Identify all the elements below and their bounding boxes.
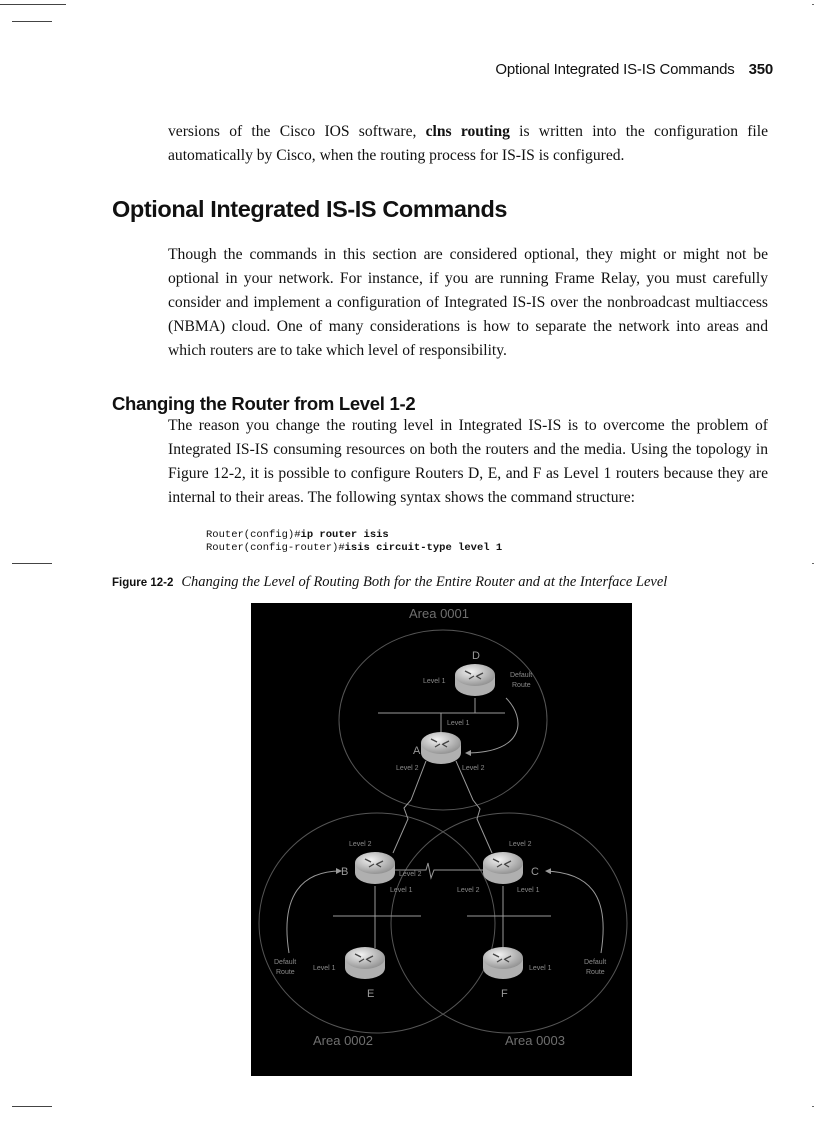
router-icon: [455, 664, 495, 696]
level-label: Level 2: [349, 841, 372, 848]
code-block: [206, 529, 502, 555]
area-label: Area 0001: [409, 606, 469, 621]
intro-text-before: versions of the Cisco IOS software,: [168, 123, 426, 140]
crop-tick: [812, 1106, 814, 1107]
level-label: Level 1: [529, 965, 552, 972]
default-route-label: Route: [276, 969, 295, 976]
default-route-label: Default: [510, 672, 533, 679]
code-prompt: Router(config)#: [206, 529, 301, 541]
level-label: Level 2: [457, 887, 480, 894]
intro-paragraph: [168, 120, 768, 168]
intro-text-after: is written into the configuration file automatically by Cisco, when the routing process for IS-IS is configured.: [168, 123, 768, 164]
area-label: Area 0003: [505, 1033, 565, 1048]
level-label: Level 1: [447, 720, 470, 727]
router-icon: [421, 732, 461, 764]
default-route-label: Default: [584, 959, 607, 966]
area-label: Area 0002: [313, 1033, 373, 1048]
section-paragraph: Though the commands in this section are considered optional, they might or might not be optional in your network. For instance, if you are running Frame Relay, you must carefully consider and implement a configuration of Integrated IS-IS over the nonbroadcast multiaccess (NBMA) cloud. One of many considerations is how to separate the network into areas and which routers are to take which level of responsibility.: [168, 246, 768, 359]
router-label: F: [501, 988, 508, 1000]
running-head-title: Optional Integrated IS-IS Commands: [495, 61, 735, 78]
router-label: B: [341, 866, 349, 878]
default-route-label: Route: [586, 969, 605, 976]
figure-number: Figure 12-2: [112, 577, 174, 589]
level-label: Level 2: [396, 765, 419, 772]
level-label: Level 1: [390, 887, 413, 894]
network-topology-figure: [251, 603, 632, 1076]
subsection-paragraph: The reason you change the routing level in Integrated IS-IS is to overcome the problem of Integrated IS-IS consuming resources on both the routers and the media. Using the topology in Figure 12-2, it is possible to configure Routers D, E, and F as Level 1 routers because they are internal to their areas. The following syntax shows the command structure:: [168, 417, 768, 506]
level-label: Level 1: [423, 678, 446, 685]
code-command: ip router isis: [300, 529, 389, 541]
router-icon: [483, 852, 523, 884]
level-label: Level 2: [462, 765, 485, 772]
section-heading: Optional Integrated IS-IS Commands: [112, 196, 508, 222]
level-label: Level 1: [313, 965, 336, 972]
router-icon: [345, 947, 385, 979]
code-line: [206, 529, 502, 542]
figure-caption: [112, 574, 667, 591]
level-label: Level 2: [399, 871, 422, 878]
crop-tick: [812, 4, 814, 5]
page-number: 350: [748, 61, 773, 78]
area-boundary: [259, 813, 495, 1033]
default-route-label: Default: [274, 959, 297, 966]
figure-caption-text: Changing the Level of Routing Both for the Entire Router and at the Interface Level: [181, 574, 668, 590]
subsection-heading: Changing the Router from Level 1-2: [112, 393, 416, 414]
router-label: E: [367, 988, 375, 1000]
area-boundary: [339, 630, 547, 810]
router-label: A: [413, 745, 421, 757]
router-icon: [355, 852, 395, 884]
intro-command: clns routing: [425, 123, 510, 140]
default-route-label: Route: [512, 682, 531, 689]
running-head: [495, 61, 773, 78]
serial-links: [391, 761, 492, 878]
code-command: isis circuit-type level 1: [344, 542, 503, 554]
crop-mark: [12, 21, 52, 22]
crop-mark: [12, 1106, 52, 1107]
router-label: C: [531, 866, 539, 878]
code-line: [206, 542, 502, 555]
crop-mark: [0, 4, 66, 5]
level-label: Level 2: [509, 841, 532, 848]
level-label: Level 1: [517, 887, 540, 894]
crop-mark: [12, 563, 52, 564]
crop-tick: [812, 563, 814, 564]
code-prompt: Router(config-router)#: [206, 542, 345, 554]
router-label: D: [472, 650, 480, 662]
router-icon: [483, 947, 523, 979]
